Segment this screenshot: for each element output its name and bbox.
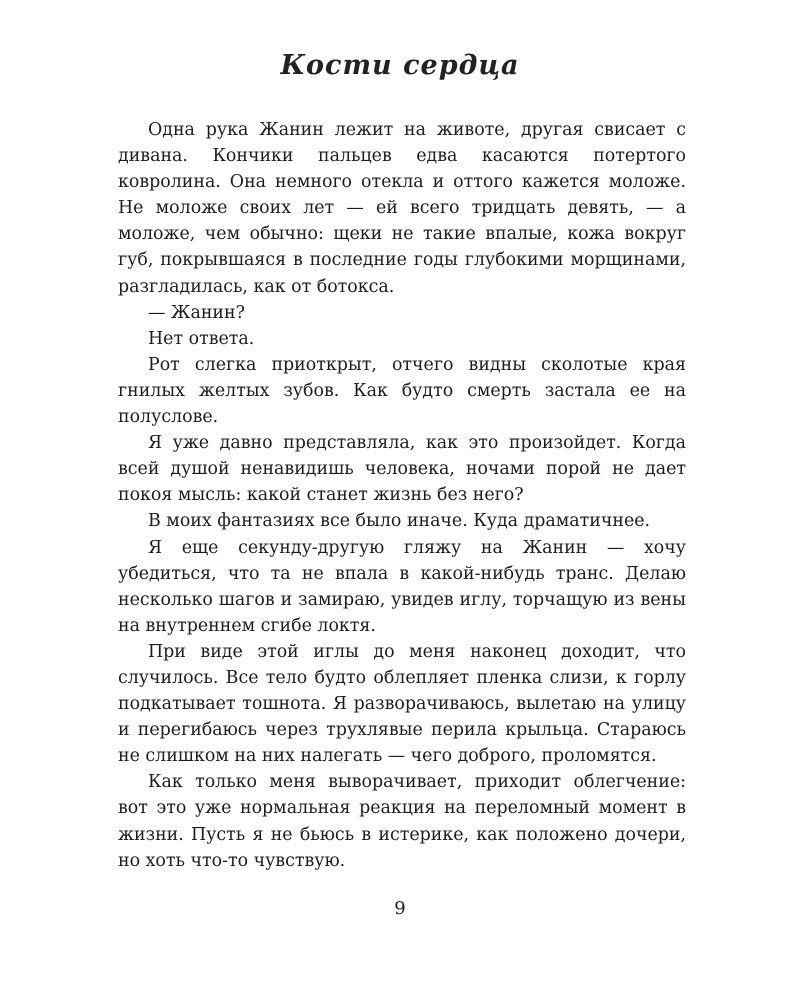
paragraph: Нет ответа. [148,328,255,349]
paragraph: При виде этой иглы до меня наконец доходит, что случилось. Все тело будто облепляет пленка слизи, к горлу подкатывает тошнота. Я разворачиваюсь, вылетаю на улицу и перегибаюсь через трухлявые перила крыльца. Стараюсь не слишком на них налегать — чего доброго, проломятся. [118,641,686,767]
paragraph: Одна рука Жанин лежит на животе, другая свисает с дивана. Кончики пальцев едва касаются потертого ковролина. Она немного отекла и оттого кажется моложе. Не моложе своих лет — ей всего тридцать девять, — а моложе, чем обычно: щеки не такие впалые, кожа вокруг губ, покрывшаяся в последние годы глубокими морщинами, разгладилась, как от ботокса. [118,120,686,297]
paragraph: Я уже давно представляла, как это произойдет. Когда всей душой ненавидишь человека, ночами порой не дает покоя мысль: какой станет жизнь без него? [118,433,686,506]
body-text [118,117,686,874]
page-number: 9 [394,898,406,919]
paragraph: — Жанин? [148,302,245,323]
paragraph: Я еще секунду-другую гляжу на Жанин — хочу убедиться, что та не впала в какой-нибудь транс. Делаю несколько шагов и замираю, увидев иглу, торчащую из вены на внутреннем сгибе локтя. [118,537,686,636]
paragraph: В моих фантазиях все было иначе. Куда драматичнее. [148,511,651,532]
paragraph: Как только меня выворачивает, приходит облегчение: вот это уже нормальная реакция на переломный момент в жизни. Пусть я не бьюсь в истерике, как положено дочери, но хоть что-то чувствую. [118,772,686,871]
running-header: Кости сердца [280,50,520,81]
paragraph: Рот слегка приоткрыт, отчего видны сколотые края гнилых желтых зубов. Как будто смерть застала ее на полуслове. [118,354,686,428]
